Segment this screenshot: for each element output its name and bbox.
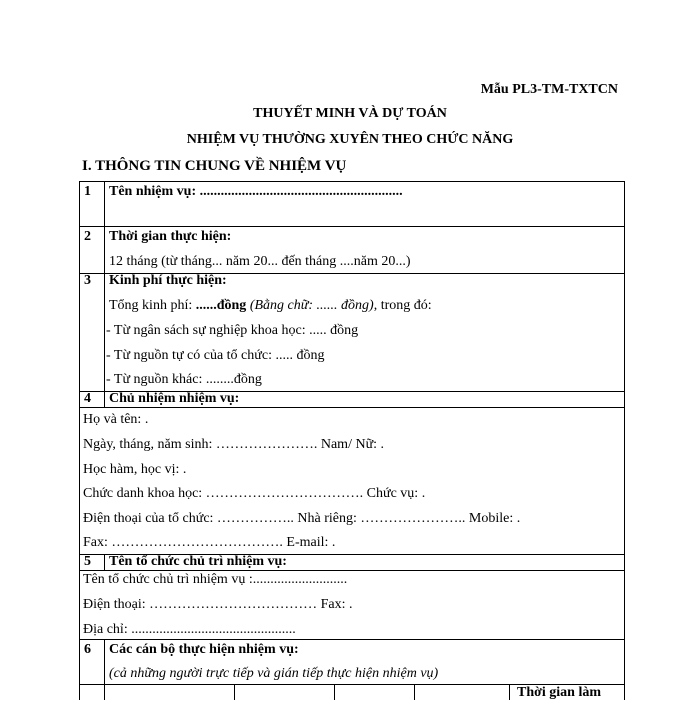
row-divider bbox=[79, 570, 625, 571]
staff-label: Các cán bộ thực hiện nhiệm vụ: bbox=[109, 642, 299, 657]
budget-total-prefix: Tổng kinh phí: bbox=[109, 298, 196, 313]
budget-total-words: (Bằng chữ: ...... đồng) bbox=[246, 298, 374, 313]
form-code: Mẫu PL3-TM-TXTCN bbox=[480, 82, 618, 97]
number-column-divider bbox=[104, 639, 105, 700]
row-number: 4 bbox=[84, 391, 91, 406]
leader-name: Họ và tên: . bbox=[83, 412, 149, 427]
staff-note: (cả những người trực tiếp và gián tiếp thực hiện nhiệm vụ) bbox=[109, 666, 439, 681]
staff-column-divider bbox=[334, 684, 335, 700]
staff-column-divider bbox=[414, 684, 415, 700]
budget-label: Kinh phí thực hiện: bbox=[109, 273, 227, 288]
staff-column-divider bbox=[234, 684, 235, 700]
budget-item-self: - Từ nguồn tự có của tổ chức: ..... đồng bbox=[106, 348, 325, 363]
table-border-right bbox=[624, 181, 625, 700]
row-number: 6 bbox=[84, 642, 91, 657]
duration-label: Thời gian thực hiện: bbox=[109, 229, 232, 244]
row-divider bbox=[79, 226, 625, 227]
leader-birth-gender: Ngày, tháng, năm sinh: …………………. Nam/ Nữ: . bbox=[83, 437, 385, 452]
row-number: 5 bbox=[84, 554, 91, 569]
document-subtitle: NHIỆM VỤ THƯỜNG XUYÊN THEO CHỨC NĂNG bbox=[186, 132, 514, 147]
row-number: 2 bbox=[84, 229, 91, 244]
budget-item-other: - Từ nguồn khác: ........đồng bbox=[106, 372, 262, 387]
document-title: THUYẾT MINH VÀ DỰ TOÁN bbox=[253, 106, 447, 121]
staff-column-header-time: Thời gian làm bbox=[517, 685, 601, 700]
row-number: 1 bbox=[84, 184, 91, 199]
host-org-label: Tên tổ chức chủ trì nhiệm vụ: bbox=[109, 554, 287, 569]
host-org-address: Địa chỉ: ............................................... bbox=[83, 622, 296, 637]
row-number: 3 bbox=[84, 273, 91, 288]
budget-item-science: - Từ ngân sách sự nghiệp khoa học: ..... đồng bbox=[106, 323, 359, 338]
table-border-top bbox=[79, 181, 625, 182]
leader-label: Chủ nhiệm nhiệm vụ: bbox=[109, 391, 240, 406]
leader-degree: Học hàm, học vị: . bbox=[83, 462, 187, 477]
host-org-phone-fax: Điện thoại: ……………………………… Fax: . bbox=[83, 597, 353, 612]
duration-value: 12 tháng (từ tháng... năm 20... đến tháng ....năm 20...) bbox=[109, 254, 411, 269]
row-divider bbox=[79, 639, 625, 640]
row-divider bbox=[79, 407, 625, 408]
staff-column-divider bbox=[509, 684, 510, 700]
leader-fax-email: Fax: ………………………………. E-mail: . bbox=[83, 535, 336, 550]
section-heading: I. THÔNG TIN CHUNG VỀ NHIỆM VỤ bbox=[82, 158, 347, 174]
info-table bbox=[79, 181, 625, 700]
leader-phones: Điện thoại của tổ chức: …………….. Nhà riêng: ………………….. Mobile: . bbox=[83, 511, 521, 526]
budget-total-amount: ......đồng bbox=[195, 298, 247, 313]
number-column-divider bbox=[104, 181, 105, 407]
host-org-name: Tên tổ chức chủ trì nhiệm vụ :........................... bbox=[83, 572, 348, 587]
leader-title-position: Chức danh khoa học: ……………………………. Chức vụ: . bbox=[83, 486, 426, 501]
table-border-left bbox=[79, 181, 80, 700]
budget-total-suffix: , trong đó: bbox=[373, 298, 432, 313]
task-name-label: Tên nhiệm vụ: .......................................................... bbox=[109, 184, 403, 199]
number-column-divider bbox=[104, 554, 105, 570]
budget-total bbox=[109, 298, 432, 314]
